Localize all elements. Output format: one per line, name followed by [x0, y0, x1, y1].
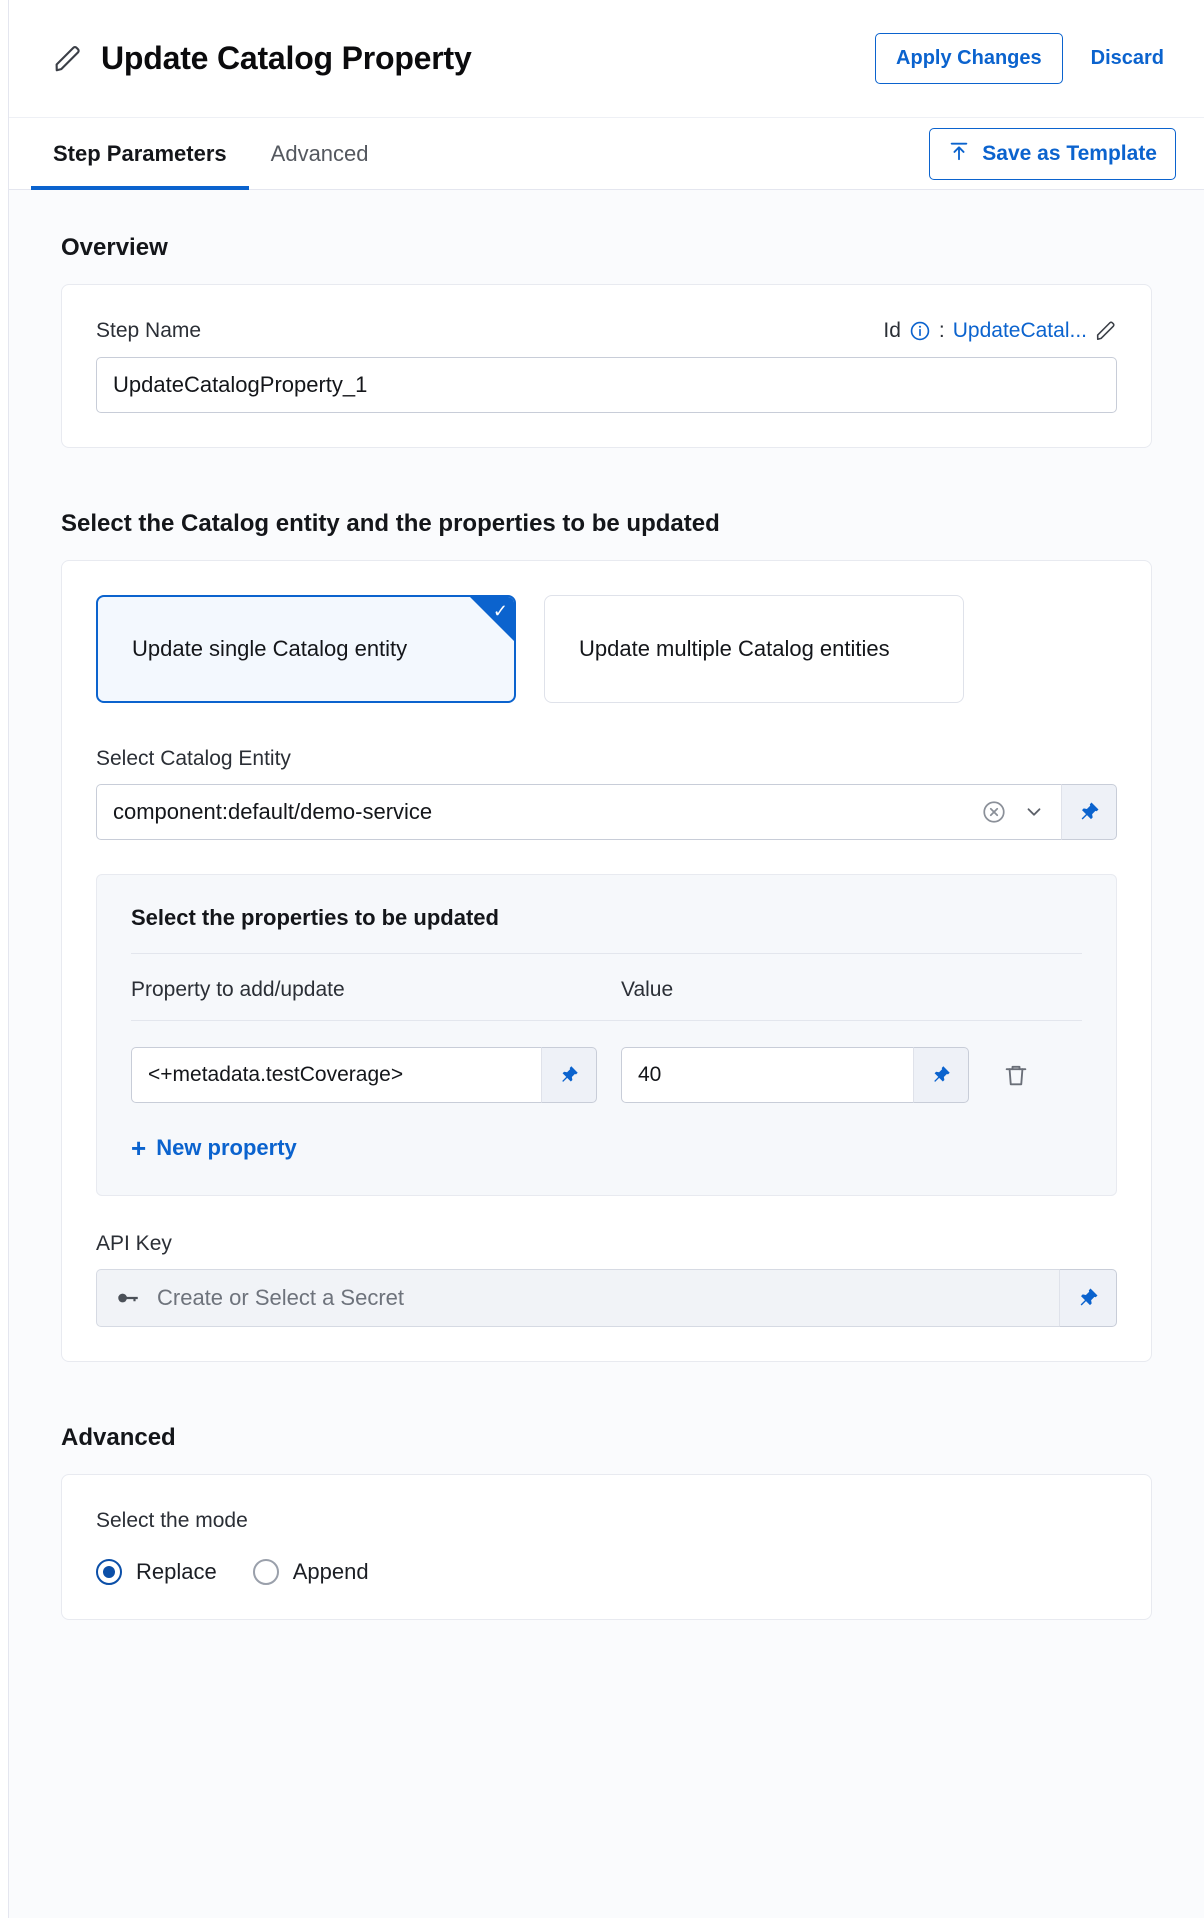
pin-property-key-button[interactable] [541, 1047, 597, 1103]
property-key-input[interactable] [131, 1047, 541, 1103]
radio-append-label: Append [292, 1559, 369, 1584]
tab-step-parameters[interactable]: Step Parameters [31, 118, 249, 190]
advanced-section-title: Advanced [61, 1424, 176, 1451]
clear-icon[interactable] [981, 799, 1007, 825]
properties-columns [131, 978, 1082, 1021]
mode-radio-group [96, 1559, 1117, 1585]
radio-replace-label: Replace [136, 1559, 217, 1584]
new-property-label: New property [156, 1135, 297, 1160]
property-value-field [621, 1047, 969, 1103]
check-icon: ✓ [492, 601, 508, 621]
catalog-entity-value: component:default/demo-service [113, 799, 433, 824]
property-row [131, 1047, 1082, 1103]
properties-panel-title: Select the properties to be updated [131, 905, 1082, 954]
key-icon [115, 1285, 141, 1311]
pin-api-key-button[interactable] [1059, 1269, 1117, 1327]
column-value: Value [621, 978, 674, 1001]
radio-option-replace[interactable] [96, 1559, 217, 1585]
select-catalog-entity-field [96, 784, 1117, 840]
step-config-panel [8, 0, 1204, 1918]
tab-advanced[interactable]: Advanced [270, 140, 369, 166]
edit-id-icon[interactable] [1095, 320, 1117, 342]
step-name-label: Step Name [96, 319, 202, 342]
entity-card [61, 560, 1152, 1362]
property-value-input[interactable] [621, 1047, 913, 1103]
save-as-template-button[interactable] [929, 128, 1176, 180]
pin-catalog-entity-button[interactable] [1061, 784, 1117, 840]
save-as-template-label: Save as Template [982, 141, 1157, 165]
apply-changes-button[interactable]: Apply Changes [875, 33, 1063, 84]
panel-body [9, 190, 1204, 1918]
choice-single-label: Update single Catalog entity [132, 636, 408, 661]
entity-mode-choices [96, 595, 1117, 703]
api-key-field [96, 1269, 1117, 1327]
id-label: Id [883, 319, 901, 342]
overview-section-title: Overview [61, 234, 168, 261]
step-name-input[interactable] [96, 357, 1117, 413]
choice-multiple-label: Update multiple Catalog entities [579, 636, 890, 661]
radio-option-append[interactable] [253, 1559, 369, 1585]
page-title: Update Catalog Property [101, 40, 472, 76]
api-key-placeholder: Create or Select a Secret [157, 1285, 405, 1310]
panel-header [9, 0, 1204, 118]
tab-bar [9, 118, 1204, 190]
api-key-secret-select[interactable] [96, 1269, 1059, 1327]
select-mode-label: Select the mode [96, 1509, 248, 1532]
pin-property-value-button[interactable] [913, 1047, 969, 1103]
select-catalog-entity-label: Select Catalog Entity [96, 747, 291, 770]
catalog-entity-select[interactable] [96, 784, 1061, 840]
new-property-button[interactable] [131, 1135, 1082, 1161]
delete-property-icon[interactable] [997, 1056, 1035, 1094]
panel-left-edge [0, 0, 8, 1918]
overview-card [61, 284, 1152, 448]
info-icon[interactable] [909, 320, 931, 342]
upload-icon [948, 140, 970, 168]
spacer-2 [61, 1362, 1152, 1424]
spacer [61, 448, 1152, 510]
choice-update-single-entity[interactable] [96, 595, 516, 703]
advanced-card [61, 1474, 1152, 1620]
overview-card-header [96, 319, 1117, 343]
discard-button[interactable]: Discard [1063, 34, 1168, 83]
entity-section-title: Select the Catalog entity and the properties to be updated [61, 510, 720, 537]
step-id-block [883, 319, 1117, 343]
id-separator: : [938, 319, 945, 342]
properties-panel [96, 874, 1117, 1196]
property-key-field [131, 1047, 597, 1103]
plus-icon: + [131, 1133, 147, 1163]
radio-append-indicator[interactable] [253, 1559, 279, 1585]
chevron-down-icon[interactable] [1023, 801, 1045, 823]
radio-replace-indicator[interactable] [96, 1559, 122, 1585]
choice-update-multiple-entities[interactable] [544, 595, 964, 703]
api-key-label: API Key [96, 1232, 172, 1255]
column-property: Property to add/update [131, 978, 345, 1001]
step-id-value[interactable]: UpdateCatal... [952, 319, 1087, 342]
pencil-icon[interactable] [53, 44, 83, 74]
